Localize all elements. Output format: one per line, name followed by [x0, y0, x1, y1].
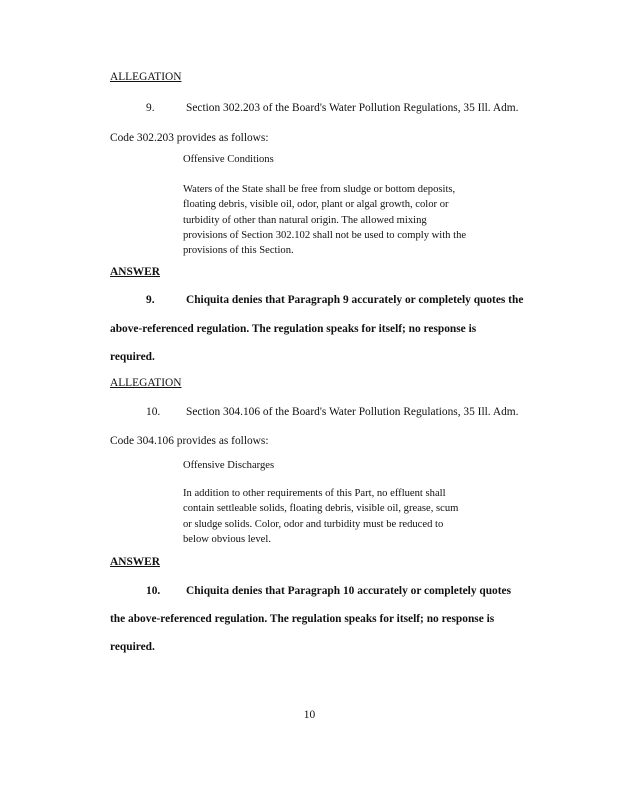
- paragraph-number: 10.: [146, 406, 161, 418]
- quote-line: In addition to other requirements of this Part, no effluent shall: [183, 488, 446, 499]
- quoted-regulation: [183, 486, 458, 547]
- quote-line: contain settleable solids, floating debris, visible oil, grease, scum: [183, 503, 459, 515]
- quote-title: Offensive Conditions: [183, 154, 274, 165]
- paragraph-number: 9.: [146, 102, 155, 114]
- quote-line: provisions of this Section.: [183, 245, 294, 257]
- quote-line: below obvious level.: [183, 533, 271, 545]
- paragraph-text: Code 304.106 provides as follows:: [110, 435, 269, 447]
- answer-text: Chiquita denies that Paragraph 10 accurately or completely quotes: [186, 585, 512, 597]
- allegation-heading: ALLEGATION: [110, 71, 182, 83]
- answer-heading: ANSWER: [110, 556, 161, 568]
- answer-text: required.: [110, 351, 155, 363]
- paragraph-line: [146, 405, 519, 419]
- answer-text: required.: [110, 641, 155, 653]
- paragraph-line: [146, 101, 519, 115]
- answer-text: the above-referenced regulation. The regulation speaks for itself; no response is: [110, 613, 495, 625]
- paragraph-text: Code 302.203 provides as follows:: [110, 132, 269, 144]
- allegation-heading: ALLEGATION: [110, 377, 182, 389]
- answer-text: above-referenced regulation. The regulation speaks for itself; no response is: [110, 323, 477, 335]
- answer-heading: ANSWER: [110, 266, 161, 278]
- paragraph-text: Section 302.203 of the Board's Water Pollution Regulations, 35 Ill. Adm.: [186, 102, 519, 114]
- answer-number: 9.: [146, 294, 155, 306]
- quote-line: turbidity of other than natural origin. The allowed mixing: [183, 214, 427, 226]
- page-number: 10: [303, 709, 316, 721]
- quote-line: provisions of Section 302.102 shall not be used to comply with the: [183, 229, 467, 241]
- quote-line: or sludge solids. Color, odor and turbidity must be reduced to: [183, 518, 444, 530]
- answer-number: 10.: [146, 585, 161, 597]
- quote-title: Offensive Discharges: [183, 460, 275, 471]
- answer-text: Chiquita denies that Paragraph 9 accurately or completely quotes the: [186, 294, 524, 306]
- paragraph-text: Section 304.106 of the Board's Water Pollution Regulations, 35 Ill. Adm.: [186, 406, 519, 418]
- answer-line: [146, 293, 523, 307]
- quote-line: Waters of the State shall be free from sludge or bottom deposits,: [183, 184, 456, 195]
- quote-line: floating debris, visible oil, odor, plant or algal growth, color or: [183, 199, 449, 211]
- answer-line: [146, 584, 511, 598]
- quoted-regulation: [183, 182, 466, 258]
